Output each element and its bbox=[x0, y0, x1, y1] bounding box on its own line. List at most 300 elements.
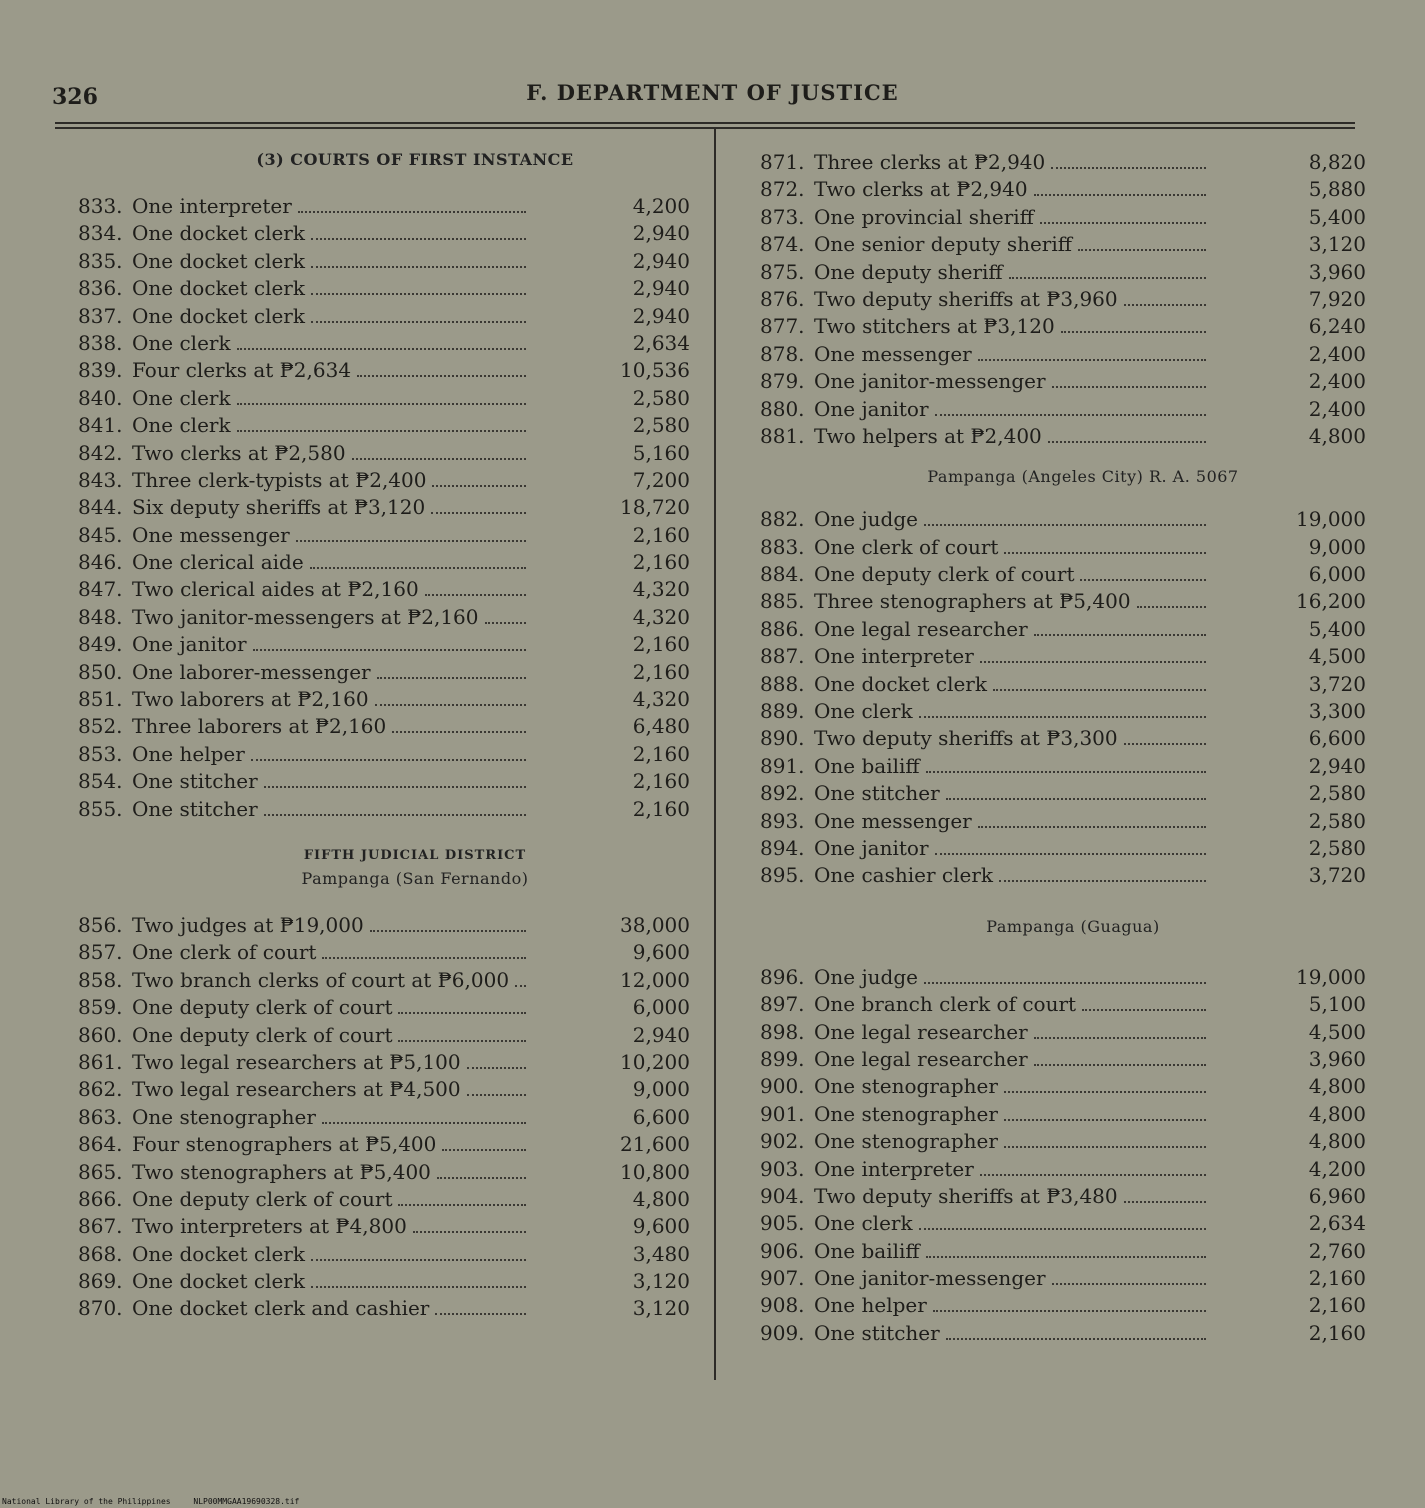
item-number: 871. bbox=[760, 150, 805, 174]
leader-dots bbox=[310, 567, 526, 569]
leader-dots bbox=[398, 1204, 526, 1206]
leader-dots bbox=[264, 814, 526, 816]
page-title: F. DEPARTMENT OF JUSTICE bbox=[526, 80, 899, 105]
item-label bbox=[814, 754, 1210, 778]
item-label bbox=[132, 1023, 530, 1047]
item-description: One docket clerk bbox=[814, 671, 987, 696]
item-row bbox=[78, 769, 692, 796]
leader-dots bbox=[1034, 634, 1206, 636]
item-label bbox=[132, 1214, 530, 1238]
item-amount: 6,000 bbox=[632, 995, 690, 1020]
item-label bbox=[132, 523, 530, 547]
item-number: 858. bbox=[78, 967, 123, 992]
item-row bbox=[760, 1239, 1366, 1266]
leader-dots bbox=[398, 1012, 526, 1014]
item-row bbox=[760, 965, 1366, 992]
leader-dots bbox=[485, 622, 526, 624]
item-number: 879. bbox=[760, 369, 805, 394]
item-row bbox=[78, 358, 692, 385]
item-description: One docket clerk bbox=[132, 248, 305, 273]
item-amount: 2,940 bbox=[632, 221, 690, 246]
item-description: Two laborers at ₱2,160 bbox=[132, 687, 369, 712]
item-label bbox=[132, 1160, 530, 1184]
item-amount: 2,760 bbox=[1308, 1238, 1366, 1263]
leader-dots bbox=[1080, 579, 1206, 581]
item-description: One deputy clerk of court bbox=[132, 995, 393, 1020]
leader-dots bbox=[357, 375, 526, 377]
item-description: One branch clerk of court bbox=[814, 992, 1077, 1017]
item-amount: 7,920 bbox=[1308, 286, 1366, 311]
page-header bbox=[0, 80, 1425, 110]
item-number: 901. bbox=[760, 1101, 805, 1126]
item-number: 863. bbox=[78, 1104, 123, 1129]
item-description: One docket clerk bbox=[132, 276, 305, 301]
item-description: Three laborers at ₱2,160 bbox=[132, 714, 387, 739]
item-amount: 4,200 bbox=[1308, 1156, 1366, 1181]
item-number: 836. bbox=[78, 276, 123, 301]
item-number: 854. bbox=[78, 769, 123, 794]
item-row bbox=[78, 1269, 692, 1296]
item-amount: 16,200 bbox=[1296, 589, 1366, 614]
item-row bbox=[760, 754, 1366, 781]
item-amount: 38,000 bbox=[620, 912, 690, 937]
leader-dots bbox=[515, 985, 526, 987]
item-number: 894. bbox=[760, 835, 805, 860]
item-amount: 4,320 bbox=[632, 687, 690, 712]
item-description: Two legal researchers at ₱5,100 bbox=[132, 1049, 461, 1074]
item-amount: 2,400 bbox=[1308, 396, 1366, 421]
item-amount: 3,300 bbox=[1308, 699, 1366, 724]
leader-dots bbox=[352, 458, 526, 460]
item-amount: 4,800 bbox=[1308, 1074, 1366, 1099]
item-label bbox=[814, 1157, 1210, 1181]
item-description: One clerk bbox=[132, 385, 231, 410]
right-list-1 bbox=[760, 150, 1366, 451]
item-amount: 4,500 bbox=[1308, 644, 1366, 669]
item-row bbox=[760, 1211, 1366, 1238]
item-description: One messenger bbox=[814, 808, 972, 833]
item-number: 897. bbox=[760, 992, 805, 1017]
leader-dots bbox=[467, 1067, 526, 1069]
item-amount: 4,500 bbox=[1308, 1019, 1366, 1044]
item-row bbox=[760, 1293, 1366, 1320]
item-amount: 2,400 bbox=[1308, 369, 1366, 394]
leader-dots bbox=[1124, 304, 1206, 306]
item-number: 890. bbox=[760, 726, 805, 751]
item-description: One docket clerk bbox=[132, 221, 305, 246]
item-label bbox=[132, 550, 530, 574]
item-row bbox=[78, 523, 692, 550]
item-row bbox=[760, 1047, 1366, 1074]
item-row bbox=[78, 441, 692, 468]
leader-dots bbox=[1034, 1064, 1206, 1066]
leader-dots bbox=[946, 798, 1206, 800]
item-amount: 2,160 bbox=[632, 522, 690, 547]
leader-dots bbox=[253, 649, 526, 651]
item-row bbox=[78, 468, 692, 495]
item-label bbox=[814, 1102, 1210, 1126]
leader-dots bbox=[311, 321, 526, 323]
item-number: 864. bbox=[78, 1132, 123, 1157]
leader-dots bbox=[311, 293, 526, 295]
leader-dots bbox=[978, 826, 1206, 828]
item-label bbox=[132, 605, 530, 629]
item-row bbox=[760, 836, 1366, 863]
item-amount: 2,580 bbox=[1308, 808, 1366, 833]
item-number: 839. bbox=[78, 358, 123, 383]
leader-dots bbox=[1004, 552, 1206, 554]
item-label bbox=[132, 413, 530, 437]
item-amount: 6,480 bbox=[632, 714, 690, 739]
item-description: One clerk bbox=[814, 699, 913, 724]
column-divider bbox=[714, 128, 716, 1380]
item-row bbox=[760, 1129, 1366, 1156]
leader-dots bbox=[370, 930, 526, 932]
item-amount: 2,160 bbox=[632, 632, 690, 657]
item-row bbox=[760, 809, 1366, 836]
item-row bbox=[78, 995, 692, 1022]
item-row bbox=[78, 687, 692, 714]
item-row bbox=[760, 1321, 1366, 1348]
item-label bbox=[814, 589, 1210, 613]
item-label bbox=[814, 1184, 1210, 1208]
item-description: One janitor bbox=[814, 835, 929, 860]
item-number: 872. bbox=[760, 177, 805, 202]
leader-dots bbox=[264, 786, 526, 788]
item-description: One stenographer bbox=[132, 1104, 316, 1129]
item-description: One deputy clerk of court bbox=[814, 562, 1075, 587]
item-label bbox=[132, 194, 530, 218]
item-number: 875. bbox=[760, 259, 805, 284]
leader-dots bbox=[980, 661, 1206, 663]
item-label bbox=[814, 617, 1210, 641]
item-description: One legal researcher bbox=[814, 1046, 1028, 1071]
item-label bbox=[132, 968, 530, 992]
item-amount: 2,160 bbox=[1308, 1266, 1366, 1291]
item-number: 850. bbox=[78, 659, 123, 684]
item-description: One judge bbox=[814, 964, 918, 989]
item-row bbox=[78, 605, 692, 632]
item-label bbox=[132, 1187, 530, 1211]
item-label bbox=[814, 1020, 1210, 1044]
item-row bbox=[78, 386, 692, 413]
item-label bbox=[814, 314, 1210, 338]
item-row bbox=[78, 913, 692, 940]
item-number: 853. bbox=[78, 741, 123, 766]
item-amount: 19,000 bbox=[1296, 507, 1366, 532]
item-label bbox=[814, 205, 1210, 229]
item-number: 860. bbox=[78, 1022, 123, 1047]
item-amount: 4,320 bbox=[632, 604, 690, 629]
header-rule-top bbox=[55, 122, 1355, 124]
item-row bbox=[78, 797, 692, 824]
item-label bbox=[814, 836, 1210, 860]
item-description: One interpreter bbox=[132, 194, 292, 218]
item-row bbox=[78, 331, 692, 358]
item-number: 846. bbox=[78, 550, 123, 575]
item-row bbox=[760, 672, 1366, 699]
item-amount: 7,200 bbox=[632, 467, 690, 492]
leader-dots bbox=[919, 1228, 1206, 1230]
item-label bbox=[132, 495, 530, 519]
item-amount: 6,600 bbox=[632, 1104, 690, 1129]
item-label bbox=[132, 1132, 530, 1156]
item-number: 880. bbox=[760, 396, 805, 421]
leader-dots bbox=[1009, 277, 1206, 279]
item-description: One clerk of court bbox=[132, 940, 317, 965]
item-description: Two janitor-messengers at ₱2,160 bbox=[132, 604, 479, 629]
item-amount: 2,940 bbox=[1308, 753, 1366, 778]
leader-dots bbox=[237, 430, 526, 432]
item-label bbox=[132, 632, 530, 656]
item-row bbox=[760, 1074, 1366, 1101]
item-number: 873. bbox=[760, 204, 805, 229]
item-description: One stitcher bbox=[132, 796, 258, 821]
section-title-angeles: Pampanga (Angeles City) R. A. 5067 bbox=[927, 467, 1239, 487]
item-number: 888. bbox=[760, 671, 805, 696]
item-description: One stitcher bbox=[814, 1320, 940, 1345]
item-number: 909. bbox=[760, 1320, 805, 1345]
item-row bbox=[78, 742, 692, 769]
item-description: One clerical aide bbox=[132, 550, 304, 575]
leader-dots bbox=[935, 414, 1206, 416]
item-label bbox=[814, 781, 1210, 805]
leader-dots bbox=[1137, 606, 1206, 608]
item-label bbox=[132, 742, 530, 766]
item-row bbox=[78, 1105, 692, 1132]
section-title-guagua: Pampanga (Guagua) bbox=[986, 916, 1160, 936]
item-amount: 9,000 bbox=[632, 1077, 690, 1102]
item-row bbox=[78, 1050, 692, 1077]
item-amount: 9,600 bbox=[632, 1214, 690, 1239]
item-number: 861. bbox=[78, 1049, 123, 1074]
item-label bbox=[132, 940, 530, 964]
leader-dots bbox=[432, 485, 526, 487]
item-amount: 2,160 bbox=[1308, 1320, 1366, 1345]
item-description: One interpreter bbox=[814, 644, 974, 669]
leader-dots bbox=[398, 1040, 526, 1042]
item-amount: 6,600 bbox=[1308, 726, 1366, 751]
item-description: One messenger bbox=[132, 522, 290, 547]
item-row bbox=[78, 221, 692, 248]
item-row bbox=[78, 1160, 692, 1187]
item-description: Two clerical aides at ₱2,160 bbox=[132, 577, 419, 602]
item-row bbox=[78, 1132, 692, 1159]
item-description: Two clerks at ₱2,940 bbox=[814, 177, 1028, 202]
item-description: One helper bbox=[814, 1293, 927, 1318]
leader-dots bbox=[237, 348, 526, 350]
item-description: One judge bbox=[814, 507, 918, 532]
leader-dots bbox=[1052, 386, 1206, 388]
item-amount: 3,960 bbox=[1308, 1046, 1366, 1071]
page-number: 326 bbox=[52, 84, 98, 110]
leader-dots bbox=[1034, 1037, 1206, 1039]
item-amount: 9,000 bbox=[1308, 534, 1366, 559]
item-number: 887. bbox=[760, 644, 805, 669]
item-row bbox=[760, 1157, 1366, 1184]
item-description: One senior deputy sheriff bbox=[814, 232, 1072, 257]
item-number: 855. bbox=[78, 796, 123, 821]
item-label bbox=[814, 809, 1210, 833]
item-number: 841. bbox=[78, 413, 123, 438]
item-amount: 3,480 bbox=[632, 1241, 690, 1266]
item-description: One bailiff bbox=[814, 753, 920, 778]
item-number: 834. bbox=[78, 221, 123, 246]
item-row bbox=[78, 577, 692, 604]
leader-dots bbox=[1040, 222, 1206, 224]
item-row bbox=[760, 232, 1366, 259]
item-description: Six deputy sheriffs at ₱3,120 bbox=[132, 495, 426, 520]
item-amount: 2,400 bbox=[1308, 341, 1366, 366]
scan-footer bbox=[2, 1497, 317, 1506]
item-label bbox=[814, 965, 1210, 989]
item-row bbox=[760, 863, 1366, 890]
item-description: One laborer-messenger bbox=[132, 659, 371, 684]
item-label bbox=[132, 714, 530, 738]
item-row bbox=[760, 424, 1366, 451]
item-row bbox=[78, 194, 692, 221]
item-row bbox=[78, 714, 692, 741]
item-number: 906. bbox=[760, 1238, 805, 1263]
item-amount: 4,800 bbox=[1308, 423, 1366, 448]
item-amount: 2,160 bbox=[632, 796, 690, 821]
item-amount: 5,400 bbox=[1308, 204, 1366, 229]
item-number: 898. bbox=[760, 1019, 805, 1044]
item-amount: 21,600 bbox=[620, 1132, 690, 1157]
item-row bbox=[760, 1020, 1366, 1047]
item-number: 862. bbox=[78, 1077, 123, 1102]
item-amount: 4,800 bbox=[1308, 1129, 1366, 1154]
leader-dots bbox=[926, 771, 1206, 773]
leader-dots bbox=[1061, 331, 1206, 333]
item-number: 870. bbox=[78, 1296, 123, 1321]
leader-dots bbox=[1051, 167, 1206, 169]
item-description: One provincial sheriff bbox=[814, 204, 1034, 229]
item-number: 882. bbox=[760, 507, 805, 532]
item-row bbox=[760, 1102, 1366, 1129]
item-description: Two deputy sheriffs at ₱3,960 bbox=[814, 286, 1118, 311]
leader-dots bbox=[237, 403, 526, 405]
item-label bbox=[132, 797, 530, 821]
right-column bbox=[760, 150, 1366, 1348]
item-row bbox=[78, 940, 692, 967]
item-description: One janitor-messenger bbox=[814, 369, 1046, 394]
item-row bbox=[78, 1242, 692, 1269]
item-number: 838. bbox=[78, 330, 123, 355]
item-row bbox=[78, 249, 692, 276]
item-description: Two stenographers at ₱5,400 bbox=[132, 1159, 431, 1184]
item-amount: 5,160 bbox=[632, 440, 690, 465]
item-row bbox=[78, 550, 692, 577]
item-label bbox=[814, 644, 1210, 668]
item-row bbox=[760, 644, 1366, 671]
item-amount: 3,720 bbox=[1308, 863, 1366, 888]
item-label bbox=[814, 1047, 1210, 1071]
item-description: Four clerks at ₱2,634 bbox=[132, 358, 352, 383]
item-number: 883. bbox=[760, 534, 805, 559]
leader-dots bbox=[311, 238, 526, 240]
item-description: Three clerks at ₱2,940 bbox=[814, 150, 1046, 174]
item-amount: 18,720 bbox=[620, 495, 690, 520]
item-number: 868. bbox=[78, 1241, 123, 1266]
item-amount: 2,160 bbox=[632, 550, 690, 575]
item-description: One clerk bbox=[132, 330, 231, 355]
item-number: 904. bbox=[760, 1183, 805, 1208]
item-number: 891. bbox=[760, 753, 805, 778]
item-amount: 6,240 bbox=[1308, 314, 1366, 339]
item-description: One clerk bbox=[132, 413, 231, 438]
item-description: One messenger bbox=[814, 341, 972, 366]
item-label bbox=[814, 424, 1210, 448]
item-number: 885. bbox=[760, 589, 805, 614]
leader-dots bbox=[1004, 1119, 1206, 1121]
item-number: 902. bbox=[760, 1129, 805, 1154]
item-row bbox=[760, 260, 1366, 287]
leader-dots bbox=[980, 1174, 1206, 1176]
item-number: 840. bbox=[78, 385, 123, 410]
header-rule-bottom bbox=[55, 127, 1355, 129]
item-label bbox=[132, 1077, 530, 1101]
item-description: One janitor bbox=[814, 396, 929, 421]
item-amount: 2,634 bbox=[632, 330, 690, 355]
leader-dots bbox=[413, 1231, 526, 1233]
item-row bbox=[78, 1214, 692, 1241]
item-number: 874. bbox=[760, 232, 805, 257]
item-label bbox=[814, 150, 1210, 174]
item-amount: 9,600 bbox=[632, 940, 690, 965]
item-description: One helper bbox=[132, 741, 245, 766]
footer-library: National Library of the Philippines bbox=[2, 1497, 171, 1506]
item-label bbox=[132, 304, 530, 328]
leader-dots bbox=[251, 759, 526, 761]
item-label bbox=[132, 331, 530, 355]
item-row bbox=[78, 968, 692, 995]
item-row bbox=[78, 660, 692, 687]
item-number: 895. bbox=[760, 863, 805, 888]
item-description: Two deputy sheriffs at ₱3,480 bbox=[814, 1183, 1118, 1208]
item-amount: 2,940 bbox=[632, 248, 690, 273]
left-list-1 bbox=[78, 194, 692, 824]
district-subtitle: Pampanga (San Fernando) bbox=[301, 868, 529, 888]
item-label bbox=[132, 687, 530, 711]
item-description: One legal researcher bbox=[814, 616, 1028, 641]
item-label bbox=[814, 287, 1210, 311]
leader-dots bbox=[978, 359, 1206, 361]
item-label bbox=[132, 1242, 530, 1266]
leader-dots bbox=[375, 704, 526, 706]
item-number: 899. bbox=[760, 1046, 805, 1071]
item-description: Two branch clerks of court at ₱6,000 bbox=[132, 967, 510, 992]
item-description: Two judges at ₱19,000 bbox=[132, 912, 364, 937]
item-number: 903. bbox=[760, 1156, 805, 1181]
item-amount: 2,580 bbox=[632, 385, 690, 410]
item-description: One docket clerk bbox=[132, 1269, 305, 1294]
item-amount: 10,536 bbox=[620, 358, 690, 383]
item-number: 892. bbox=[760, 781, 805, 806]
item-number: 852. bbox=[78, 714, 123, 739]
item-amount: 5,880 bbox=[1308, 177, 1366, 202]
item-row bbox=[760, 535, 1366, 562]
item-number: 896. bbox=[760, 964, 805, 989]
leader-dots bbox=[467, 1094, 526, 1096]
item-number: 843. bbox=[78, 467, 123, 492]
item-amount: 2,580 bbox=[632, 413, 690, 438]
item-row bbox=[760, 287, 1366, 314]
item-label bbox=[814, 1321, 1210, 1345]
item-amount: 5,100 bbox=[1308, 992, 1366, 1017]
item-number: 856. bbox=[78, 912, 123, 937]
item-number: 837. bbox=[78, 303, 123, 328]
